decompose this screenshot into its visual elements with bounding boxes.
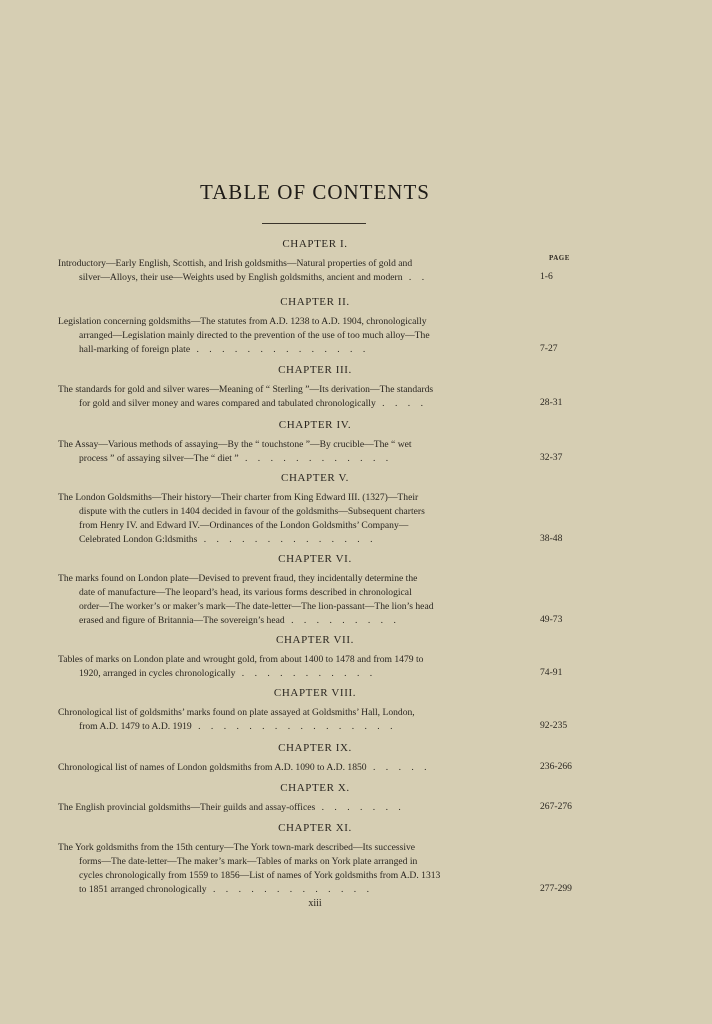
entry-line [58,505,532,519]
chapter-heading: CHAPTER V. [281,472,349,484]
dot-leader: . . . . . . . . . . . [235,668,377,679]
dot-leader: . . . . . . . . . . . . . . [197,534,377,545]
entry-line [58,438,532,452]
page-range: 32-37 [540,452,563,463]
entry-text: The English provincial goldsmiths—Their guilds and assay-offices [58,802,316,813]
entry-text: The marks found on London plate—Devised to prevent fraud, they incidentally determine the [58,573,418,584]
entry-line [58,869,532,883]
chapter-heading: CHAPTER I. [282,238,348,250]
entry-text: Legislation concerning goldsmiths—The statutes from A.D. 1238 to A.D. 1904, chronologically [58,316,427,327]
page-range: 236-266 [540,761,572,772]
entry-line [58,586,532,600]
page-title: TABLE OF CONTENTS [200,180,430,204]
entry-line [58,343,532,357]
entry-text: Introductory—Early English, Scottish, and Irish goldsmiths—Natural properties of gold and [58,258,413,269]
chapter-entry [58,315,532,357]
chapter-entry [58,706,532,734]
entry-line [58,257,532,271]
dot-leader: . . . . . . . . . . . . . [206,884,373,895]
chapter-entry [58,653,532,681]
title-rule [262,223,366,224]
page-column-header: PAGE [549,254,570,262]
chapter-heading: CHAPTER VII. [276,634,354,646]
chapter-heading: CHAPTER VIII. [273,687,357,699]
page-range: 38-48 [540,533,563,544]
entry-text: from Henry IV. and Edward IV.—Ordinances of the London Goldsmiths’ Company— [79,520,409,531]
dot-leader: . . . . [375,398,427,409]
dot-leader: . . . . . [366,762,431,773]
page-range: 267-276 [540,801,572,812]
entry-line [58,761,532,775]
chapter-entry [58,257,532,285]
entry-line [58,801,532,815]
entry-text: Tables of marks on London plate and wrought gold, from about 1400 to 1478 and from 1479 to [58,654,424,665]
entry-line [58,653,532,667]
entry-text: Chronological list of names of London goldsmiths from A.D. 1090 to A.D. 1850 [58,762,367,773]
entry-text: for gold and silver money and wares compared and tabulated chronologically [79,398,376,409]
entry-line [58,667,532,681]
chapter-heading: CHAPTER III. [278,364,352,376]
chapter-entry [58,383,532,411]
entry-line [58,315,532,329]
chapter-heading: CHAPTER VI. [278,553,352,565]
entry-line [58,841,532,855]
chapter-heading: CHAPTER IV. [278,419,352,431]
page-range: 49-73 [540,614,563,625]
chapter-entry [58,438,532,466]
chapter-entry [58,801,532,815]
page-range: 1-6 [540,271,553,282]
dot-leader: . . . . . . . . . . . . . . [190,344,370,355]
page-range: 28-31 [540,397,563,408]
entry-text: arranged—Legislation mainly directed to the prevention of the use of too much alloy—The [79,330,430,341]
entry-text: from A.D. 1479 to A.D. 1919 [79,721,192,732]
chapter-heading: CHAPTER X. [280,782,350,794]
entry-text: silver—Alloys, their use—Weights used by English goldsmiths, ancient and modern [79,272,403,283]
entry-text: 1920, arranged in cycles chronologically [79,668,236,679]
entry-line [58,329,532,343]
entry-line [58,533,532,547]
page-range: 92-235 [540,720,568,731]
entry-line [58,491,532,505]
entry-text: Chronological list of goldsmiths’ marks found on plate assayed at Goldsmiths’ Hall, London, [58,707,415,718]
entry-text: cycles chronologically from 1559 to 1856—List of names of York goldsmiths from A.D. 1313 [79,870,441,881]
chapter-entry [58,572,532,628]
entry-line [58,614,532,628]
dot-leader: . . [402,272,429,283]
entry-text: order—The worker’s or maker’s mark—The date-letter—The lion-passant—The lion’s head [79,601,434,612]
entry-line [58,855,532,869]
entry-line [58,706,532,720]
chapter-entry [58,761,532,775]
entry-line [58,519,532,533]
entry-line [58,600,532,614]
entry-text: The London Goldsmiths—Their history—Their charter from King Edward III. (1327)—Their [58,492,419,503]
page-range: 74-91 [540,667,563,678]
entry-text: The Assay—Various methods of assaying—By the “ touchstone ”—By crucible—The “ wet [58,439,412,450]
dot-leader: . . . . . . . [315,802,405,813]
entry-line [58,397,532,411]
dot-leader: . . . . . . . . . . . . . . . . [191,721,397,732]
entry-text: The York goldsmiths from the 15th century—The York town-mark described—Its successive [58,842,416,853]
entry-text: hall-marking of foreign plate [79,344,191,355]
entry-line [58,883,532,897]
entry-text: date of manufacture—The leopard’s head, its various forms described in chronological [79,587,412,598]
entry-text: Celebrated London G:ldsmiths [79,534,198,545]
entry-text: dispute with the cutlers in 1404 decided in favour of the goldsmiths—Subsequent charters [79,506,425,517]
entry-text: The standards for gold and silver wares—Meaning of “ Sterling ”—Its derivation—The standards [58,384,434,395]
entry-text: process ” of assaying silver—The “ diet ” [79,453,239,464]
entry-line [58,452,532,466]
chapter-entry [58,841,532,897]
page-range: 7-27 [540,343,558,354]
entry-line [58,271,532,285]
page-range: 277-299 [540,883,572,894]
chapter-heading: CHAPTER XI. [278,822,352,834]
entry-text: erased and figure of Britannia—The sovereign’s head [79,615,285,626]
chapter-heading: CHAPTER IX. [278,742,352,754]
chapter-entry [58,491,532,547]
dot-leader: . . . . . . . . . . . . [238,453,393,464]
entry-line [58,572,532,586]
entry-line [58,720,532,734]
entry-text: to 1851 arranged chronologically [79,884,207,895]
entry-line [58,383,532,397]
page-number: xiii [308,898,322,909]
dot-leader: . . . . . . . . . [284,615,400,626]
entry-text: forms—The date-letter—The maker’s mark—Tables of marks on York plate arranged in [79,856,418,867]
chapter-heading: CHAPTER II. [280,296,350,308]
